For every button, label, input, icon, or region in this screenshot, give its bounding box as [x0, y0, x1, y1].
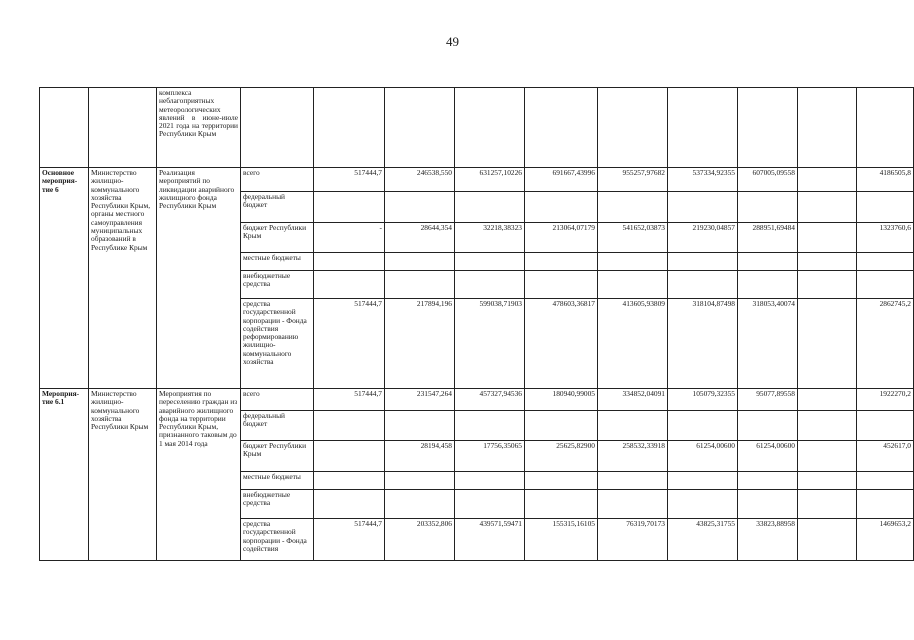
description-cell: Мероприятия по переселению граждан из аварийного жилищного фонда на территории Республики Крым, признанного таковым до 1 мая 2014 года	[157, 389, 241, 561]
table-cell	[241, 88, 314, 168]
funding-source: средства государственной корпорации - Фонда содействия	[241, 519, 314, 561]
value-cell: 691667,43996	[525, 168, 598, 192]
value-cell	[598, 192, 668, 223]
value-cell: 25625,82900	[525, 441, 598, 472]
value-cell: 105079,32355	[668, 389, 738, 411]
value-cell	[857, 253, 914, 271]
value-cell	[598, 472, 668, 490]
table-cell	[314, 88, 385, 168]
table-row	[40, 168, 914, 192]
funding-source: внебюджетные средства	[241, 271, 314, 299]
value-cell	[598, 411, 668, 441]
value-cell: 599038,71903	[455, 299, 525, 389]
value-cell	[798, 389, 857, 411]
activity-label: Основное мероприя-тие 6	[40, 168, 89, 389]
funding-source: всего	[241, 389, 314, 411]
funding-source: местные бюджеты	[241, 253, 314, 271]
value-cell: 246538,550	[385, 168, 455, 192]
value-cell	[798, 271, 857, 299]
value-cell	[738, 192, 798, 223]
value-cell	[798, 223, 857, 253]
value-cell: 517444,7	[314, 299, 385, 389]
value-cell	[798, 411, 857, 441]
value-cell	[385, 192, 455, 223]
value-cell: 413605,93809	[598, 299, 668, 389]
table-cell	[525, 88, 598, 168]
value-cell	[385, 411, 455, 441]
value-cell: 219230,04857	[668, 223, 738, 253]
table-cell	[857, 88, 914, 168]
table-cell	[668, 88, 738, 168]
value-cell: 217894,196	[385, 299, 455, 389]
value-cell	[598, 271, 668, 299]
funding-source: внебюджетные средства	[241, 490, 314, 519]
table-cell	[40, 88, 89, 168]
value-cell: 61254,00600	[668, 441, 738, 472]
value-cell	[525, 490, 598, 519]
table-cell	[89, 88, 157, 168]
value-cell: 1469653,2	[857, 519, 914, 561]
value-cell: 1323760,6	[857, 223, 914, 253]
funding-source: всего	[241, 168, 314, 192]
table-cell	[455, 88, 525, 168]
value-cell: 4186505,8	[857, 168, 914, 192]
value-cell: 180940,99005	[525, 389, 598, 411]
value-cell: 213064,07179	[525, 223, 598, 253]
value-cell	[525, 271, 598, 299]
value-cell	[668, 271, 738, 299]
value-cell	[385, 490, 455, 519]
value-cell: 2862745,2	[857, 299, 914, 389]
value-cell	[857, 411, 914, 441]
value-cell	[668, 192, 738, 223]
continuation-description: комплекса неблагоприятных метеорологических явлений в июне-июле 2021 года на территории Республики Крым	[157, 88, 241, 168]
funding-source: федеральный бюджет	[241, 192, 314, 223]
description-cell: Реализация мероприятий по ликвидации аварийного жилищного фонда Республики Крым	[157, 168, 241, 389]
value-cell	[598, 253, 668, 271]
value-cell: 537334,92355	[668, 168, 738, 192]
value-cell: 452617,0	[857, 441, 914, 472]
value-cell: 318104,87498	[668, 299, 738, 389]
value-cell	[314, 253, 385, 271]
value-cell	[455, 472, 525, 490]
value-cell: 76319,70173	[598, 519, 668, 561]
value-cell	[525, 472, 598, 490]
value-cell	[668, 411, 738, 441]
value-cell: 478603,36817	[525, 299, 598, 389]
value-cell	[798, 299, 857, 389]
value-cell	[525, 192, 598, 223]
funding-source: федеральный бюджет	[241, 411, 314, 441]
value-cell: 231547,264	[385, 389, 455, 411]
value-cell: 457327,94536	[455, 389, 525, 411]
value-cell	[857, 472, 914, 490]
value-cell: 517444,7	[314, 389, 385, 411]
table-cell	[798, 88, 857, 168]
value-cell	[455, 271, 525, 299]
value-cell	[857, 490, 914, 519]
table-row	[40, 389, 914, 411]
value-cell	[668, 253, 738, 271]
value-cell: 17756,35065	[455, 441, 525, 472]
funding-source: бюджет Республики Крым	[241, 223, 314, 253]
value-cell	[857, 271, 914, 299]
value-cell	[738, 411, 798, 441]
value-cell	[385, 253, 455, 271]
funding-source: бюджет Республики Крым	[241, 441, 314, 472]
value-cell: 607005,09558	[738, 168, 798, 192]
value-cell	[314, 192, 385, 223]
value-cell: 631257,10226	[455, 168, 525, 192]
value-cell	[455, 490, 525, 519]
value-cell: 439571,59471	[455, 519, 525, 561]
value-cell: 61254,00600	[738, 441, 798, 472]
value-cell	[798, 192, 857, 223]
activity-label: Мероприя-тие 6.1	[40, 389, 89, 561]
value-cell	[314, 472, 385, 490]
value-cell	[798, 441, 857, 472]
value-cell	[455, 192, 525, 223]
value-cell	[314, 490, 385, 519]
executor-cell: Министерство жилищно-коммунального хозяйства Республики Крым	[89, 389, 157, 561]
funding-source: местные бюджеты	[241, 472, 314, 490]
value-cell	[738, 271, 798, 299]
value-cell	[857, 192, 914, 223]
value-cell: 203352,806	[385, 519, 455, 561]
value-cell: 32218,38323	[455, 223, 525, 253]
value-cell: 95077,89558	[738, 389, 798, 411]
value-cell: 155315,16105	[525, 519, 598, 561]
value-cell: 288951,69484	[738, 223, 798, 253]
value-cell	[525, 253, 598, 271]
value-cell	[314, 411, 385, 441]
table-cell	[385, 88, 455, 168]
continuation-row	[40, 88, 914, 168]
value-cell	[455, 411, 525, 441]
value-cell: 517444,7	[314, 519, 385, 561]
value-cell	[525, 411, 598, 441]
value-cell: 517444,7	[314, 168, 385, 192]
value-cell	[455, 253, 525, 271]
table-cell	[738, 88, 798, 168]
value-cell: 28644,354	[385, 223, 455, 253]
value-cell: 541652,03873	[598, 223, 668, 253]
value-cell	[668, 490, 738, 519]
value-cell	[798, 168, 857, 192]
value-cell	[314, 271, 385, 299]
funding-source: средства государственной корпорации - Фонда содействия реформированию жилищно-коммунального хозяйства	[241, 299, 314, 389]
value-cell	[738, 490, 798, 519]
executor-cell: Министерство жилищно-коммунального хозяйства Республики Крым, органы местного самоуправления муниципальных образований в Республике Крым	[89, 168, 157, 389]
budget-table	[39, 87, 914, 561]
value-cell: 258532,33918	[598, 441, 668, 472]
value-cell	[798, 519, 857, 561]
value-cell: 318053,40074	[738, 299, 798, 389]
value-cell: 955257,97682	[598, 168, 668, 192]
value-cell: 1922270,2	[857, 389, 914, 411]
value-cell	[798, 490, 857, 519]
table-cell	[598, 88, 668, 168]
value-cell: 334852,04091	[598, 389, 668, 411]
value-cell	[314, 441, 385, 472]
page-number: 49	[446, 34, 459, 49]
value-cell	[738, 253, 798, 271]
value-cell	[385, 472, 455, 490]
value-cell	[668, 472, 738, 490]
value-cell	[598, 490, 668, 519]
value-cell: 28194,458	[385, 441, 455, 472]
value-cell	[738, 472, 798, 490]
value-cell: 33823,88958	[738, 519, 798, 561]
value-cell	[385, 271, 455, 299]
value-cell: 43825,31755	[668, 519, 738, 561]
value-cell	[798, 472, 857, 490]
value-cell	[798, 253, 857, 271]
value-cell: -	[314, 223, 385, 253]
